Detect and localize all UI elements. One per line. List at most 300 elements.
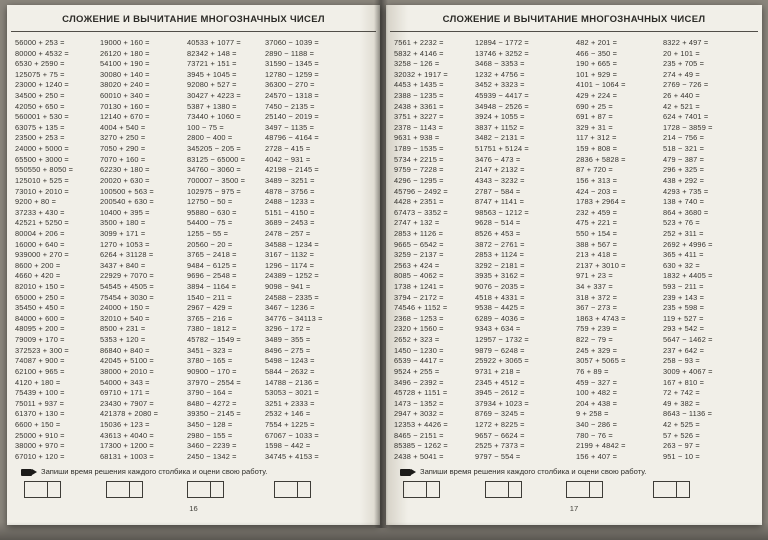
equation: 6530 + 2590 = bbox=[15, 59, 65, 69]
equation: 12353 + 4426 = bbox=[394, 419, 448, 429]
equation: 23430 + 7907 = bbox=[100, 398, 154, 408]
equation: 9631 + 938 = bbox=[394, 133, 440, 143]
equation: 239 + 143 = bbox=[663, 292, 705, 302]
equation: 2199 + 4842 = bbox=[576, 441, 626, 451]
equation: 263 − 97 = bbox=[663, 441, 700, 451]
time-box bbox=[274, 481, 298, 498]
equation: 4453 + 1435 = bbox=[394, 80, 444, 90]
equation: 2488 − 1233 = bbox=[265, 197, 315, 207]
equation: 2692 + 4996 = bbox=[663, 239, 713, 249]
equation: 10400 + 395 = bbox=[100, 207, 150, 217]
equation: 37934 + 1023 = bbox=[475, 398, 529, 408]
equation: 34500 + 250 = bbox=[15, 91, 65, 101]
equation: 3780 − 165 = bbox=[187, 356, 233, 366]
footer-instruction: Запиши время решения каждого столбика и оцени свою работу. bbox=[420, 467, 647, 476]
equation: 34588 − 1234 = bbox=[265, 239, 319, 249]
equation: 3452 + 3323 = bbox=[475, 80, 525, 90]
equation: 9696 − 2548 = bbox=[187, 271, 237, 281]
equation: 138 + 740 = bbox=[663, 197, 705, 207]
equation: 2836 + 5828 = bbox=[576, 154, 626, 164]
equation: 23500 + 253 = bbox=[15, 133, 65, 143]
equation: 8526 + 453 = bbox=[475, 228, 521, 238]
equation: 2388 − 1235 = bbox=[394, 91, 444, 101]
equation: 6539 − 4417 = bbox=[394, 356, 444, 366]
equation-column-2 bbox=[475, 38, 563, 462]
equation: 4004 + 540 = bbox=[100, 122, 146, 132]
equation: 12140 + 670 = bbox=[100, 112, 150, 122]
equation: 1783 + 2964 = bbox=[576, 197, 626, 207]
equation: 213 + 418 = bbox=[576, 250, 618, 260]
equation: 691 + 87 = bbox=[576, 112, 613, 122]
equation: 1270 + 1053 = bbox=[100, 239, 150, 249]
equation: 49 + 382 = bbox=[663, 398, 700, 408]
equation: 6600 + 150 = bbox=[15, 419, 61, 429]
equation: 345205 − 205 = bbox=[187, 144, 241, 154]
equation: 69710 + 171 = bbox=[100, 388, 150, 398]
equation: 8500 + 231 = bbox=[100, 324, 146, 334]
footer-instruction-row bbox=[21, 467, 374, 476]
equation: 3270 + 250 = bbox=[100, 133, 146, 143]
equation: 48796 − 4164 = bbox=[265, 133, 319, 143]
equation: 190 + 665 = bbox=[576, 59, 618, 69]
equation: 5498 − 1243 = bbox=[265, 356, 315, 366]
equation: 75454 + 3030 = bbox=[100, 292, 154, 302]
equation: 7050 + 290 = bbox=[100, 144, 146, 154]
equation: 235 + 705 = bbox=[663, 59, 705, 69]
equation: 54400 − 75 = bbox=[187, 218, 233, 228]
equation: 12750 − 50 = bbox=[187, 197, 233, 207]
equation: 35450 + 450 = bbox=[15, 303, 65, 313]
equation: 100 + 482 = bbox=[576, 388, 618, 398]
equation: 3296 − 172 = bbox=[265, 324, 311, 334]
equation: 9538 − 4425 = bbox=[475, 303, 525, 313]
equation: 48095 + 200 = bbox=[15, 324, 65, 334]
footer-instruction-row bbox=[400, 467, 756, 476]
equation: 475 + 221 = bbox=[576, 218, 618, 228]
grade-box bbox=[128, 481, 143, 498]
equation: 86840 + 840 = bbox=[100, 345, 150, 355]
equation: 45782 − 1549 = bbox=[187, 335, 241, 345]
equation: 65000 + 250 = bbox=[15, 292, 65, 302]
equation: 2853 + 1126 = bbox=[394, 228, 444, 238]
equation: 3460 − 2239 = bbox=[187, 441, 237, 451]
equation: 56000 + 253 = bbox=[15, 38, 65, 47]
equation: 9628 − 514 = bbox=[475, 218, 521, 228]
equation: 34745 + 4153 = bbox=[265, 451, 319, 461]
equation: 2147 + 2132 = bbox=[475, 165, 525, 175]
equation: 466 − 350 = bbox=[576, 48, 618, 58]
time-box bbox=[403, 481, 427, 498]
equation: 125010 + 525 = bbox=[15, 175, 69, 185]
equation: 4428 + 2351 = bbox=[394, 197, 444, 207]
page-16 bbox=[7, 5, 380, 525]
equation: 31590 − 1345 = bbox=[265, 59, 319, 69]
equation: 7554 + 1225 = bbox=[265, 419, 315, 429]
equation: 26 + 440 = bbox=[663, 91, 700, 101]
equation: 3009 + 4067 = bbox=[663, 366, 713, 376]
equation: 3482 − 2131 = bbox=[475, 133, 525, 143]
equation: 3468 − 3353 = bbox=[475, 59, 525, 69]
equation: 80000 + 4532 = bbox=[15, 48, 69, 58]
equation: 125075 + 75 = bbox=[15, 69, 65, 79]
equation-column-1 bbox=[15, 38, 103, 462]
equation: 971 + 23 = bbox=[576, 271, 613, 281]
equation: 3489 − 355 = bbox=[265, 335, 311, 345]
equation: 459 − 327 = bbox=[576, 377, 618, 387]
equation: 42198 − 2145 = bbox=[265, 165, 319, 175]
equation: 8085 − 4062 = bbox=[394, 271, 444, 281]
equation: 9200 + 80 = bbox=[15, 197, 57, 207]
equation: 5734 + 2215 = bbox=[394, 154, 444, 164]
equation: 42521 + 5250 = bbox=[15, 218, 69, 228]
equation: 34760 − 3060 = bbox=[187, 165, 241, 175]
page-title: СЛОЖЕНИЕ И ВЫЧИТАНИЕ МНОГОЗНАЧНЫХ ЧИСЕЛ bbox=[62, 14, 325, 25]
equation: 5387 + 1380 = bbox=[187, 101, 237, 111]
equation: 6289 − 4036 = bbox=[475, 313, 525, 323]
equation: 8496 − 275 = bbox=[265, 345, 311, 355]
equation: 237 + 642 = bbox=[663, 345, 705, 355]
equation: 98563 − 1212 = bbox=[475, 207, 529, 217]
equation: 2890 − 1188 = bbox=[265, 48, 315, 58]
equation: 318 + 372 = bbox=[576, 292, 618, 302]
equation: 1789 − 1535 = bbox=[394, 144, 444, 154]
equation: 85385 − 1262 = bbox=[394, 441, 448, 451]
equation-column-3 bbox=[187, 38, 275, 462]
equation: 9797 − 554 = bbox=[475, 451, 521, 461]
equation: 822 − 79 = bbox=[576, 335, 613, 345]
equation: 200540 + 630 = bbox=[100, 197, 154, 207]
equation: 3837 + 1152 = bbox=[475, 122, 525, 132]
equation: 2800 − 400 = bbox=[187, 133, 233, 143]
equation: 83125 − 65000 = bbox=[187, 154, 246, 164]
equation: 74087 + 900 = bbox=[15, 356, 65, 366]
equation: 117 + 312 = bbox=[576, 133, 617, 143]
equation: 2980 − 155 = bbox=[187, 430, 233, 440]
equation: 365 + 411 = bbox=[663, 250, 704, 260]
pointer-icon bbox=[21, 469, 32, 476]
equation: 8747 + 1141 = bbox=[475, 197, 525, 207]
equation: 7380 − 1812 = bbox=[187, 324, 237, 334]
equation: 65500 + 3000 = bbox=[15, 154, 69, 164]
equation: 63075 + 135 = bbox=[15, 122, 65, 132]
equation: 550550 + 8050 = bbox=[15, 165, 74, 175]
time-box bbox=[187, 481, 211, 498]
equation: 62100 + 965 = bbox=[15, 366, 65, 376]
equation: 80004 + 206 = bbox=[15, 228, 65, 238]
grade-box bbox=[507, 481, 522, 498]
equation: 37970 − 2554 = bbox=[187, 377, 241, 387]
equation: 9731 + 218 = bbox=[475, 366, 521, 376]
equation: 82342 + 148 = bbox=[187, 48, 237, 58]
equation: 630 + 32 = bbox=[663, 260, 700, 270]
equation: 3057 + 5065 = bbox=[576, 356, 626, 366]
equation: 57 + 526 = bbox=[663, 430, 700, 440]
equation: 24000 + 150 = bbox=[100, 303, 150, 313]
equation: 1728 − 3859 = bbox=[663, 122, 713, 132]
equation: 92080 + 527 = bbox=[187, 80, 237, 90]
equation: 214 − 756 = bbox=[663, 133, 705, 143]
equation: 2368 − 1253 = bbox=[394, 313, 444, 323]
equation: 3099 + 171 = bbox=[100, 228, 146, 238]
equation: 20020 + 630 = bbox=[100, 175, 150, 185]
equation: 24389 − 1252 = bbox=[265, 271, 319, 281]
equation: 100 − 75 = bbox=[187, 122, 224, 132]
equation: 87 + 720 = bbox=[576, 165, 613, 175]
equation: 73721 + 151 = bbox=[187, 59, 237, 69]
equation: 4660 + 420 = bbox=[15, 271, 61, 281]
equation: 1272 + 8225 = bbox=[475, 419, 525, 429]
equation: 245 + 329 = bbox=[576, 345, 618, 355]
equation: 167 + 810 = bbox=[663, 377, 705, 387]
equation: 1863 + 4743 = bbox=[576, 313, 626, 323]
footer-instruction: Запиши время решения каждого столбика и оцени свою работу. bbox=[41, 467, 268, 476]
equation: 204 + 438 = bbox=[576, 398, 618, 408]
equation: 1540 − 211 = bbox=[187, 292, 232, 302]
equation: 5151 − 4150 = bbox=[265, 207, 315, 217]
equation: 32010 + 540 = bbox=[100, 313, 150, 323]
equation: 2320 + 1560 = bbox=[394, 324, 444, 334]
equation: 34948 − 2526 = bbox=[475, 101, 529, 111]
equation: 84000 + 600 = bbox=[15, 313, 65, 323]
equation: 8643 − 1136 = bbox=[663, 409, 713, 419]
equation: 4101 − 1064 = bbox=[576, 80, 626, 90]
equation: 2769 − 726 = bbox=[663, 80, 709, 90]
equation: 7450 − 2135 = bbox=[265, 101, 315, 111]
equation: 76 + 89 = bbox=[576, 366, 609, 376]
equation: 3489 − 3251 = bbox=[265, 175, 315, 185]
equation: 2728 − 415 = bbox=[265, 144, 311, 154]
equation: 624 + 7401 = bbox=[663, 112, 709, 122]
equation: 252 + 311 = bbox=[663, 228, 704, 238]
equation: 30427 + 4223 = bbox=[187, 91, 241, 101]
equation: 5844 − 2632 = bbox=[265, 366, 315, 376]
equation: 235 + 598 = bbox=[663, 303, 705, 313]
equation: 2478 − 257 = bbox=[265, 228, 311, 238]
equation: 70130 + 160 = bbox=[100, 101, 150, 111]
equation: 36300 − 270 = bbox=[265, 80, 315, 90]
equation: 2345 + 4512 = bbox=[475, 377, 525, 387]
equation: 2652 + 323 = bbox=[394, 335, 440, 345]
equation: 61370 + 130 = bbox=[15, 409, 65, 419]
equation-column-1 bbox=[394, 38, 482, 462]
equation: 4042 − 931 = bbox=[265, 154, 311, 164]
equation: 12894 − 1772 = bbox=[475, 38, 529, 47]
equation: 3751 + 3227 = bbox=[394, 112, 444, 122]
equation: 74546 + 1152 = bbox=[394, 303, 448, 313]
equation: 53053 − 3021 = bbox=[265, 388, 319, 398]
equation: 24588 − 2335 = bbox=[265, 292, 319, 302]
equation: 9665 − 6542 = bbox=[394, 239, 444, 249]
equation: 2532 + 146 = bbox=[265, 409, 311, 419]
equation: 2747 + 132 = bbox=[394, 218, 440, 228]
grade-box bbox=[296, 481, 311, 498]
equation: 14788 − 2136 = bbox=[265, 377, 319, 387]
equation: 3467 − 1236 = bbox=[265, 303, 315, 313]
time-box bbox=[653, 481, 677, 498]
equation: 864 + 3680 = bbox=[663, 207, 709, 217]
equation: 42 + 521 = bbox=[663, 101, 700, 111]
equation: 3790 − 164 = bbox=[187, 388, 233, 398]
equation: 9 + 258 = bbox=[576, 409, 609, 419]
title-rule bbox=[11, 31, 376, 32]
equation: 17300 + 1200 = bbox=[100, 441, 154, 451]
equation: 42050 + 650 = bbox=[15, 101, 65, 111]
equation: 9484 − 6125 = bbox=[187, 260, 237, 270]
equation: 3794 − 2172 = bbox=[394, 292, 444, 302]
equation: 12780 − 1259 = bbox=[265, 69, 319, 79]
equation: 102975 − 975 = bbox=[187, 186, 241, 196]
equation: 296 + 325 = bbox=[663, 165, 705, 175]
equation: 40533 + 1077 = bbox=[187, 38, 241, 47]
equation: 4518 + 4331 = bbox=[475, 292, 525, 302]
equation: 159 + 808 = bbox=[576, 144, 618, 154]
grade-box bbox=[675, 481, 690, 498]
equation: 3451 − 323 = bbox=[187, 345, 233, 355]
equation: 20560 − 20 = bbox=[187, 239, 233, 249]
equation: 24000 + 5000 = bbox=[15, 144, 69, 154]
equation: 3437 + 840 = bbox=[100, 260, 146, 270]
equation: 274 + 49 = bbox=[663, 69, 700, 79]
equation: 4120 + 180 = bbox=[15, 377, 61, 387]
equation: 523 + 76 = bbox=[663, 218, 700, 228]
equation-column-2 bbox=[100, 38, 188, 462]
equation: 3945 − 2612 = bbox=[475, 388, 525, 398]
equation: 20 + 101 = bbox=[663, 48, 700, 58]
grade-box bbox=[46, 481, 61, 498]
grade-box bbox=[588, 481, 603, 498]
equation: 2378 − 1143 = bbox=[394, 122, 444, 132]
equation: 4343 − 3232 = bbox=[475, 175, 525, 185]
pointer-icon bbox=[400, 469, 411, 476]
equation: 2525 + 7373 = bbox=[475, 441, 525, 451]
equation: 780 − 76 = bbox=[576, 430, 613, 440]
equation: 45939 − 4417 = bbox=[475, 91, 529, 101]
equation: 39350 − 2145 = bbox=[187, 409, 241, 419]
equation: 293 + 542 = bbox=[663, 324, 705, 334]
equation: 54545 + 4505 = bbox=[100, 282, 154, 292]
equation: 258 − 93 = bbox=[663, 356, 700, 366]
equation: 9759 − 7228 = bbox=[394, 165, 444, 175]
equation: 75439 + 100 = bbox=[15, 388, 65, 398]
equation: 25922 + 3065 = bbox=[475, 356, 529, 366]
equation: 19000 + 160 = bbox=[100, 38, 150, 47]
equation: 90900 − 170 = bbox=[187, 366, 237, 376]
equation-column-4 bbox=[265, 38, 353, 462]
equation: 9076 − 2035 = bbox=[475, 282, 525, 292]
equation: 72 + 742 = bbox=[663, 388, 700, 398]
equation: 3167 − 1132 = bbox=[265, 250, 315, 260]
equation: 8769 − 3245 = bbox=[475, 409, 525, 419]
equation: 438 + 292 = bbox=[663, 175, 705, 185]
equation: 1232 + 4756 = bbox=[475, 69, 525, 79]
equation: 1832 + 4405 = bbox=[663, 271, 713, 281]
equation: 34776 − 34113 = bbox=[265, 313, 323, 323]
equation: 479 − 387 = bbox=[663, 154, 705, 164]
equation: 550 + 154 = bbox=[576, 228, 618, 238]
equation: 8465 − 2151 = bbox=[394, 430, 444, 440]
page-17 bbox=[386, 5, 762, 525]
equation: 4293 + 735 = bbox=[663, 186, 709, 196]
title-rule bbox=[390, 31, 758, 32]
equation: 482 + 201 = bbox=[576, 38, 618, 47]
equation: 2853 + 1124 = bbox=[475, 250, 525, 260]
time-box bbox=[485, 481, 509, 498]
equation: 68131 + 1003 = bbox=[100, 451, 154, 461]
equation: 101 + 929 = bbox=[576, 69, 618, 79]
equation: 23000 + 1240 = bbox=[15, 80, 69, 90]
equation: 15036 + 123 = bbox=[100, 419, 150, 429]
equation: 16000 + 640 = bbox=[15, 239, 65, 249]
equation: 156 + 313 = bbox=[576, 175, 618, 185]
equation: 12957 − 1732 = bbox=[475, 335, 529, 345]
equation: 4296 − 1295 = bbox=[394, 175, 444, 185]
equation: 38000 + 2010 = bbox=[100, 366, 154, 376]
equation: 8480 − 4272 = bbox=[187, 398, 237, 408]
equation: 2563 + 424 = bbox=[394, 260, 440, 270]
equation: 3765 − 216 = bbox=[187, 313, 233, 323]
page-number: 16 bbox=[189, 504, 198, 513]
equation: 3935 + 3162 = bbox=[475, 271, 525, 281]
equation: 2438 + 5041 = bbox=[394, 451, 444, 461]
equation: 5647 − 1462 = bbox=[663, 335, 713, 345]
equation: 1255 − 55 = bbox=[187, 228, 229, 238]
equation: 700007 − 3500 = bbox=[187, 175, 246, 185]
equation: 424 − 203 = bbox=[576, 186, 618, 196]
equation: 54100 + 190 = bbox=[100, 59, 150, 69]
equation: 37060 − 1039 = bbox=[265, 38, 319, 47]
equation: 37233 + 430 = bbox=[15, 207, 65, 217]
equation: 2438 + 3361 = bbox=[394, 101, 444, 111]
equation: 13746 + 3252 = bbox=[475, 48, 529, 58]
equation: 9524 + 255 = bbox=[394, 366, 440, 376]
equation: 372523 + 300 = bbox=[15, 345, 69, 355]
equation: 67067 − 1033 = bbox=[265, 430, 319, 440]
equation: 759 + 239 = bbox=[576, 324, 618, 334]
equation: 1450 − 1230 = bbox=[394, 345, 444, 355]
equation: 79009 + 170 = bbox=[15, 335, 65, 345]
equation: 34 + 337 = bbox=[576, 282, 613, 292]
equation: 51751 + 5124 = bbox=[475, 144, 529, 154]
equation: 3292 − 2181 = bbox=[475, 260, 525, 270]
page-number: 17 bbox=[569, 504, 579, 513]
equation: 30080 + 140 = bbox=[100, 69, 150, 79]
equation: 3872 − 2761 = bbox=[475, 239, 525, 249]
equation: 25140 − 2019 = bbox=[265, 112, 319, 122]
equation: 73010 + 2010 = bbox=[15, 186, 69, 196]
equation: 42045 + 5100 = bbox=[100, 356, 154, 366]
equation: 2137 + 3010 = bbox=[576, 260, 626, 270]
equation: 100500 + 563 = bbox=[100, 186, 154, 196]
equation-column-3 bbox=[576, 38, 664, 462]
equation: 5353 + 120 = bbox=[100, 335, 146, 345]
equation: 9879 − 6248 = bbox=[475, 345, 525, 355]
equation: 3945 + 1045 = bbox=[187, 69, 237, 79]
equation-column-4 bbox=[663, 38, 751, 462]
equation: 3894 − 1164 = bbox=[187, 282, 237, 292]
equation: 2967 − 429 = bbox=[187, 303, 233, 313]
book-spine bbox=[374, 0, 388, 528]
equation: 232 + 459 = bbox=[576, 207, 618, 217]
time-boxes-row bbox=[7, 481, 380, 499]
equation: 3259 − 2137 = bbox=[394, 250, 444, 260]
equation: 2450 − 1342 = bbox=[187, 451, 237, 461]
equation: 45796 − 2492 = bbox=[394, 186, 448, 196]
equation: 82010 + 150 = bbox=[15, 282, 65, 292]
equation: 593 − 211 = bbox=[663, 282, 704, 292]
equation: 3765 − 2418 = bbox=[187, 250, 237, 260]
equation: 3497 − 1135 = bbox=[265, 122, 315, 132]
equation: 9098 − 941 = bbox=[265, 282, 311, 292]
